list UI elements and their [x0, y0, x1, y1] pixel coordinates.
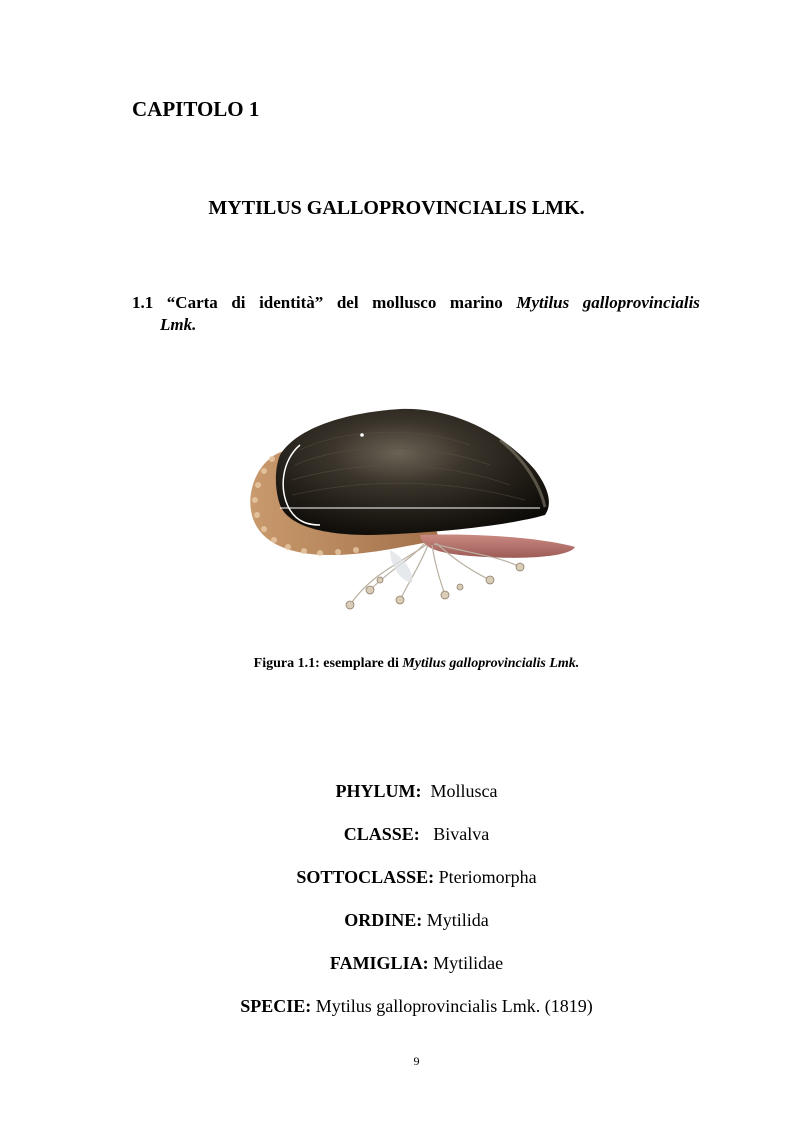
taxonomy-specie [0, 995, 793, 1017]
figure-caption-prefix: Figura 1.1: esemplare di [253, 656, 403, 671]
taxonomy-label: SPECIE: [240, 996, 312, 1016]
section-word: mollusco [372, 293, 437, 312]
taxonomy-classe [0, 823, 793, 845]
taxonomy-value: Mollusca [421, 781, 498, 801]
main-title: MYTILUS GALLOPROVINCIALIS LMK. [208, 197, 585, 219]
taxonomy-label: PHYLUM: [335, 781, 422, 801]
taxonomy-value: Mytilida [422, 910, 489, 930]
section-word: di [231, 293, 246, 312]
taxonomy-value: Pteriomorpha [434, 867, 537, 887]
section-word: del [336, 293, 359, 312]
taxonomy-label: ORDINE: [344, 910, 423, 930]
taxonomy-sottoclasse [0, 866, 793, 888]
taxonomy-label: SOTTOCLASSE: [296, 867, 435, 887]
figure-caption [0, 655, 793, 673]
section-word-italic: Mytilus [516, 293, 570, 312]
taxonomy-label: FAMIGLIA: [329, 953, 429, 973]
figure-caption-species: Mytilus galloprovincialis Lmk. [402, 656, 580, 671]
taxonomy-value: Mytilus galloprovincialis Lmk. (1819) [311, 996, 593, 1016]
page-number: 9 [413, 1054, 420, 1068]
section-word: “Carta [166, 293, 218, 312]
section-number: 1.1 [132, 293, 154, 312]
taxonomy-phylum [0, 780, 793, 802]
section-heading-line-2: Lmk. [160, 315, 197, 334]
section-heading [132, 292, 700, 336]
taxonomy-ordine [0, 909, 793, 931]
chapter-title: CAPITOLO 1 [132, 97, 260, 121]
taxonomy-label: CLASSE: [343, 824, 420, 844]
section-heading-line-1 [132, 292, 700, 314]
mussel-illustration-icon [240, 395, 590, 625]
section-word: marino [449, 293, 503, 312]
section-word-italic: galloprovincialis [582, 293, 700, 312]
section-word: identità” [259, 293, 324, 312]
taxonomy-value: Bivalva [419, 824, 490, 844]
taxonomy-famiglia [0, 952, 793, 974]
taxonomy-value: Mytilidae [428, 953, 504, 973]
